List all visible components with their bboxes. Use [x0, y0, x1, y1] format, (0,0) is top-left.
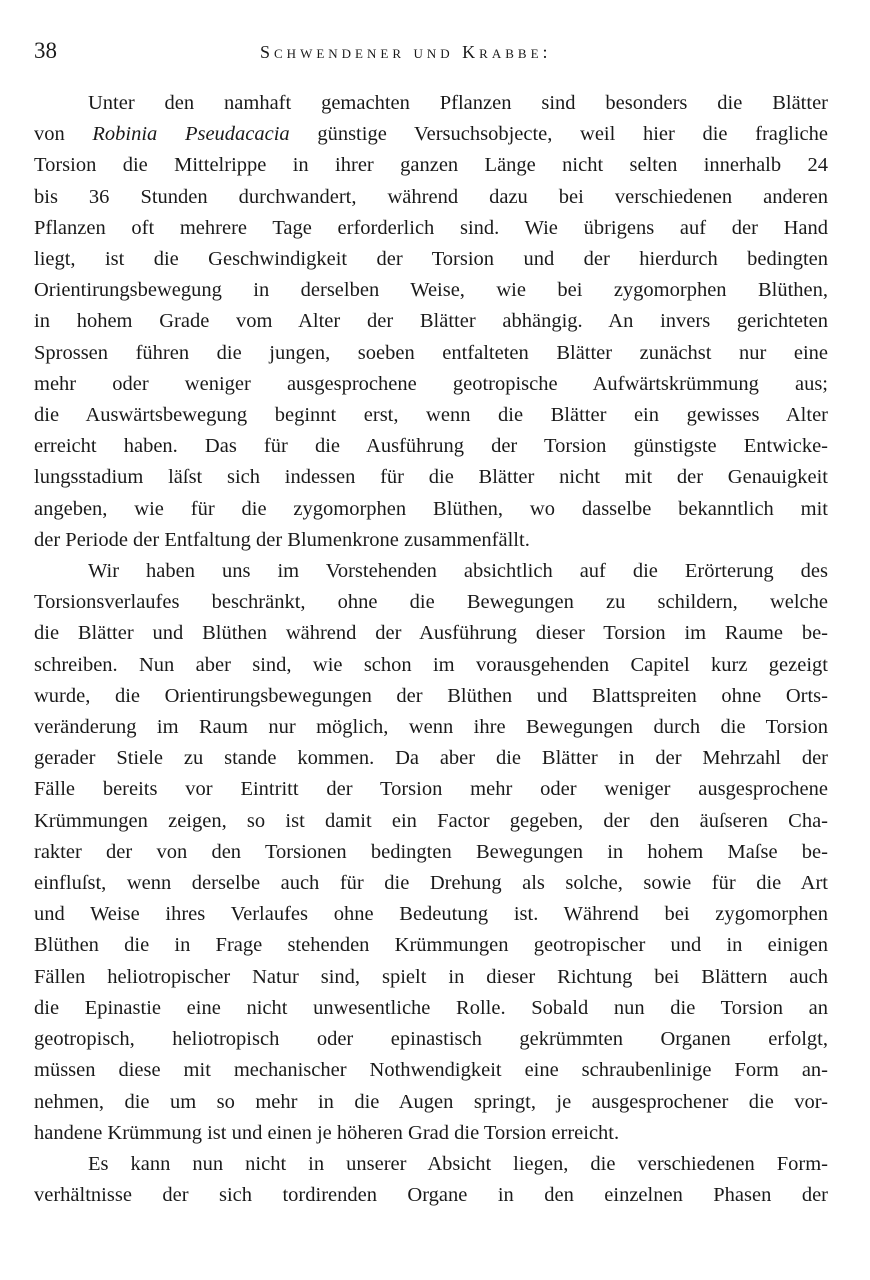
text-line	[34, 182, 828, 213]
text-line	[34, 930, 828, 961]
text-segment: die Blätter und Blüthen während der Ausführung dieser Torsion im Raume be-	[34, 622, 828, 645]
text-segment: rakter der von den Torsionen bedingten Bewegungen in hohem Maſse be-	[34, 840, 828, 863]
text-line	[34, 275, 828, 306]
text-line	[34, 993, 828, 1024]
text-line	[34, 338, 828, 369]
text-line	[34, 462, 828, 493]
text-line	[34, 244, 828, 275]
text-segment: nehmen, die um so mehr in die Augen springt, je ausgesprochener die vor-	[34, 1090, 828, 1113]
text-line	[34, 962, 828, 993]
text-segment: mehr oder weniger ausgesprochene geotropische Aufwärtskrümmung aus;	[34, 372, 828, 395]
text-line	[34, 150, 828, 181]
body-text	[34, 88, 828, 1211]
text-line	[34, 774, 828, 805]
text-line	[34, 1055, 828, 1086]
text-line	[34, 556, 828, 587]
text-line	[34, 681, 828, 712]
paragraph	[34, 1149, 828, 1211]
text-line	[34, 743, 828, 774]
text-segment: Pflanzen oft mehrere Tage erforderlich sind. Wie übrigens auf der Hand	[34, 216, 828, 239]
text-line	[34, 587, 828, 618]
text-segment: schreiben. Nun aber sind, wie schon im vorausgehenden Capitel kurz gezeigt	[34, 653, 828, 676]
text-segment: angeben, wie für die zygomorphen Blüthen, wo dasselbe bekanntlich mit	[34, 497, 828, 520]
text-line	[34, 837, 828, 868]
text-line	[34, 400, 828, 431]
text-segment: von	[34, 123, 93, 146]
text-segment: wurde, die Orientirungsbewegungen der Blüthen und Blattspreiten ohne Orts-	[34, 684, 828, 707]
text-segment: Krümmungen zeigen, so ist damit ein Factor gegeben, der den äuſseren Cha-	[34, 809, 828, 832]
text-line	[34, 369, 828, 400]
text-line	[34, 88, 828, 119]
text-segment: gerader Stiele zu stande kommen. Da aber die Blätter in der Mehrzahl der	[34, 747, 828, 770]
page-number: 38	[34, 38, 57, 63]
text-segment: einfluſst, wenn derselbe auch für die Drehung als solche, sowie für die Art	[34, 872, 828, 895]
text-segment: Unter den namhaft gemachten Pflanzen sind besonders die Blätter	[88, 92, 828, 114]
text-segment: in hohem Grade vom Alter der Blätter abhängig. An invers gerichteten	[34, 310, 828, 333]
text-line	[34, 494, 828, 525]
text-segment: Es kann nun nicht in unserer Absicht liegen, die verschiedenen Form-	[88, 1152, 828, 1175]
text-line	[34, 1024, 828, 1055]
text-segment: Sprossen führen die jungen, soeben entfalteten Blätter zunächst nur eine	[34, 341, 828, 364]
italic-species-name: Robinia Pseudacacia	[92, 123, 290, 146]
text-segment: erreicht haben. Das für die Ausführung der Torsion günstigste Entwicke-	[34, 435, 828, 458]
text-line	[34, 1118, 828, 1149]
text-segment: müssen diese mit mechanischer Nothwendigkeit eine schraubenlinige Form an-	[34, 1059, 828, 1082]
text-line	[34, 1149, 828, 1180]
text-segment: Fälle bereits vor Eintritt der Torsion mehr oder weniger ausgesprochene	[34, 778, 828, 801]
paragraph	[34, 88, 828, 556]
text-segment: Blüthen die in Frage stehenden Krümmungen geotropischer und in einigen	[34, 934, 828, 957]
text-line	[34, 618, 828, 649]
text-segment: Torsionsverlaufes beschränkt, ohne die Bewegungen zu schildern, welche	[34, 591, 828, 614]
text-segment: verhältnisse der sich tordirenden Organe in den einzelnen Phasen der	[34, 1184, 828, 1207]
text-segment: der Periode der Entfaltung der Blumenkrone zusammenfällt.	[34, 528, 530, 551]
text-segment: handene Krümmung ist und einen je höheren Grad die Torsion erreicht.	[34, 1121, 620, 1144]
text-line	[34, 650, 828, 681]
text-line	[34, 806, 828, 837]
text-segment: Wir haben uns im Vorstehenden absichtlich auf die Erörterung des	[88, 560, 828, 583]
page-header	[34, 36, 828, 72]
text-line	[34, 119, 828, 150]
text-segment: lungsstadium läſst sich indessen für die Blätter nicht mit der Genauigkeit	[34, 466, 828, 489]
text-segment: bis 36 Stunden durchwandert, während dazu bei verschiedenen anderen	[34, 185, 828, 208]
text-segment: veränderung im Raum nur möglich, wenn ihre Bewegungen durch die Torsion	[34, 716, 828, 739]
text-line	[34, 712, 828, 743]
text-segment: liegt, ist die Geschwindigkeit der Torsion und der hierdurch bedingten	[34, 248, 828, 271]
text-segment: die Auswärtsbewegung beginnt erst, wenn die Blätter ein gewisses Alter	[34, 404, 828, 427]
text-segment: Torsion die Mittelrippe in ihrer ganzen Länge nicht selten innerhalb 24	[34, 154, 828, 177]
text-line	[34, 899, 828, 930]
text-segment: geotropisch, heliotropisch oder epinastisch gekrümmten Organen erfolgt,	[34, 1028, 828, 1051]
page	[34, 36, 828, 1207]
text-segment: günstige Versuchsobjecte, weil hier die fragliche	[289, 123, 828, 146]
text-line	[34, 1180, 828, 1211]
text-line	[34, 431, 828, 462]
text-segment: Fällen heliotropischer Natur sind, spielt in dieser Richtung bei Blättern auch	[34, 965, 828, 988]
text-line	[34, 868, 828, 899]
text-segment: und Weise ihres Verlaufes ohne Bedeutung ist. Während bei zygomorphen	[34, 903, 828, 926]
text-segment: die Epinastie eine nicht unwesentliche Rolle. Sobald nun die Torsion an	[34, 996, 828, 1019]
text-segment: Orientirungsbewegung in derselben Weise, wie bei zygomorphen Blüthen,	[34, 279, 828, 302]
paragraph	[34, 556, 828, 1149]
text-line	[34, 1087, 828, 1118]
text-line	[34, 525, 828, 556]
text-line	[34, 306, 828, 337]
text-line	[34, 213, 828, 244]
running-head: Schwendener und Krabbe:	[260, 42, 552, 62]
